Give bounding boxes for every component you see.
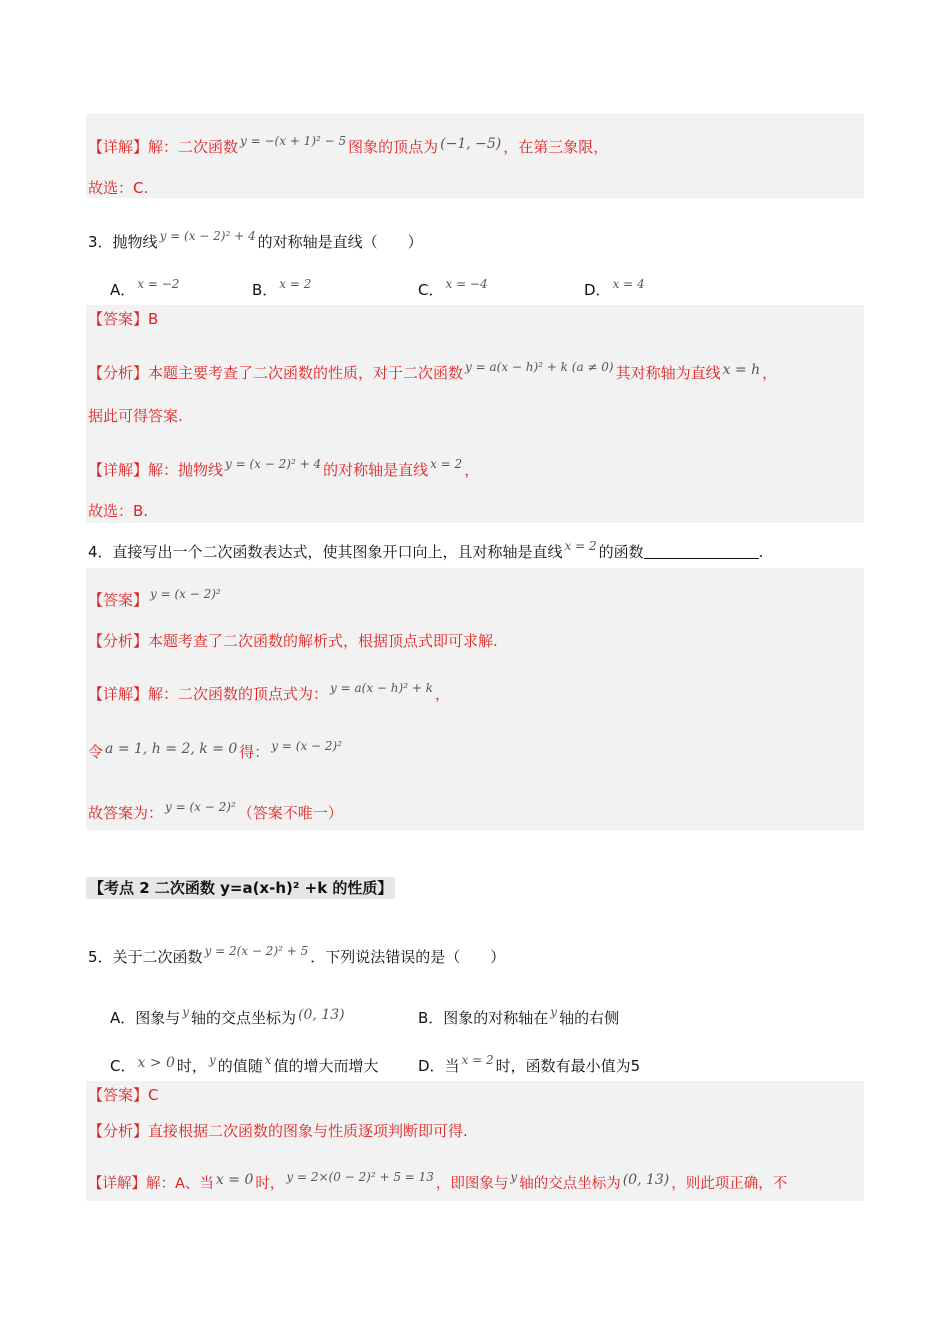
answer-blank[interactable] xyxy=(644,544,759,559)
q5-answer: 【答案】C xyxy=(88,1086,159,1104)
q5-option-a[interactable]: A．图象与 $^y$ 轴的交点坐标为 (0, 13) xyxy=(110,1005,345,1027)
q3-analysis: 【分析】本题主要考查了二次函数的性质，对于二次函数 $^{y = a(x - h)^2 + k (a \ne 0)}$ 其对称轴为直线 x = h ， xyxy=(88,360,778,382)
detail-label: 【详解】 xyxy=(88,138,149,156)
q3-stem: 3．抛物线 $^{y = (x - 2)^2 + 4}$ 的对称轴是直线（ ） xyxy=(88,229,423,251)
q3-number: 3． xyxy=(88,233,113,251)
section-heading: 【考点 2 二次函数 y=a(x-h)² +k 的性质】 xyxy=(86,877,395,899)
q3-option-b[interactable]: B． $^{x = 2}$ xyxy=(252,277,312,299)
q3-option-a[interactable]: A． $^{x = -2}$ xyxy=(110,277,180,299)
q4-analysis: 【分析】本题考查了二次函数的解析式，根据顶点式即可求解. xyxy=(88,632,498,650)
q5-option-c[interactable]: C． x > 0 时， $^y$ 的值随 $^x$ 值的增大而增大 xyxy=(110,1053,379,1075)
q5-detail: 【详解】解：A、当 x = 0 时， $^{y = 2\times(0 - 2)^2 + 5 = 13}$ ，即图象与 $^y$ 轴的交点坐标为 (0, 13) ，则此项正确，不 xyxy=(88,1170,788,1192)
q2-function-formula: y = −(x + 1)² − 5 xyxy=(240,134,347,148)
q3-analysis-cont: 据此可得答案. xyxy=(88,407,183,425)
q5-stem: 5．关于二次函数 $^{y = 2(x - 2)^2 + 5}$ ．下列说法错误的是（ ） xyxy=(88,944,506,966)
q2-vertex-formula: (−1, −5) xyxy=(440,136,502,152)
q2-detail: 【详解】解：二次函数 $^{y = -(x + 1)^2 - 5}$ 图象的顶点为 (−1, −5) ，在第三象限， xyxy=(88,134,609,156)
q2-choose: 故选：C. xyxy=(88,179,149,197)
q5-option-d[interactable]: D．当 $^{x = 2}$ 时，函数有最小值为5 xyxy=(418,1053,641,1075)
q3-option-c[interactable]: C． $^{x = -4}$ xyxy=(418,277,488,299)
q5-number: 5． xyxy=(88,948,113,966)
q4-let: 令 a = 1, h = 2, k = 0 得： $^{y = (x - 2)^2}$ xyxy=(88,739,343,761)
q5-analysis: 【分析】直接根据二次函数的图象与性质逐项判断即可得. xyxy=(88,1122,468,1140)
q3-parabola-formula: y = (x − 2)² + 4 xyxy=(159,229,256,243)
q4-answer: 【答案】 $^{y = (x - 2)^2}$ xyxy=(88,587,221,609)
q4-number: 4． xyxy=(88,543,113,561)
q4-stem: 4．直接写出一个二次函数表达式，使其图象开口向上，且对称轴是直线 $^{x = 2}$ 的函数 . xyxy=(88,539,764,561)
q5-option-b[interactable]: B．图象的对称轴在 $^y$ 轴的右侧 xyxy=(418,1005,620,1027)
q3-answer: 【答案】B xyxy=(88,310,159,328)
q3-choose: 故选：B. xyxy=(88,502,149,520)
q4-detail: 【详解】解：二次函数的顶点式为： $^{y = a(x - h)^2 + k}$ ， xyxy=(88,681,450,703)
q3-option-d[interactable]: D． $^{x = 4}$ xyxy=(584,277,645,299)
q4-final: 故答案为： $^{y = (x - 2)^2}$ （答案不唯一） xyxy=(88,800,343,822)
q3-solution-panel xyxy=(86,305,864,523)
q3-detail: 【详解】解：抛物线 $^{y = (x - 2)^2 + 4}$ 的对称轴是直线 $^{x = 2}$ ， xyxy=(88,457,480,479)
